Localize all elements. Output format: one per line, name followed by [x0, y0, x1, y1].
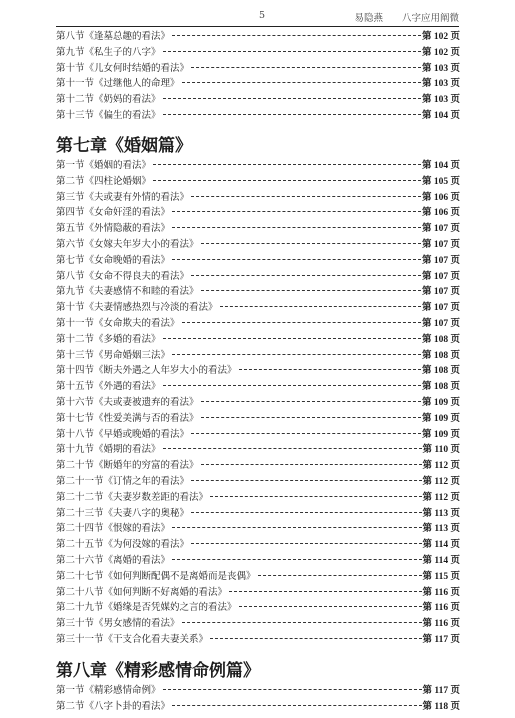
dot-leader [163, 338, 421, 339]
toc-entry-title: 第二节《八字卜卦的看法》 [56, 700, 171, 712]
toc-entry-title: 第十七节《性爱美满与否的看法》 [56, 412, 199, 424]
dot-leader [163, 98, 421, 99]
dot-leader [163, 385, 421, 386]
toc-entry-title: 第十三节《偏生的看法》 [56, 109, 161, 121]
toc-entry-title: 第二十五节《为何没嫁的看法》 [56, 539, 190, 551]
toc-entry-title: 第七节《女命晚婚的看法》 [56, 254, 171, 266]
dot-leader [172, 354, 421, 355]
dot-leader [210, 638, 422, 639]
chapter-title: 第八章《精彩感情命例篇》 [56, 661, 260, 681]
toc-entry-title: 第五节《外情隐蔽的看法》 [56, 223, 171, 235]
dot-leader [182, 622, 422, 623]
toc-entry[interactable] [56, 108, 460, 124]
toc-entry[interactable] [56, 269, 460, 285]
toc-entry-page: 第 108 页 [421, 350, 460, 361]
toc-entry-page: 第 114 页 [422, 555, 460, 566]
toc-entry[interactable] [56, 379, 460, 395]
toc-entry[interactable] [56, 585, 460, 601]
dot-leader [191, 480, 422, 481]
toc-entry-title: 第二十八节《如何判断不好离婚的看法》 [56, 586, 228, 598]
toc-entry-page: 第 118 页 [422, 701, 460, 712]
header-book-title: 八字应用阐微 [401, 13, 459, 24]
toc-entry[interactable] [56, 253, 460, 269]
toc-entry-page: 第 102 页 [421, 32, 460, 42]
dot-leader [163, 689, 422, 690]
toc-entry-page: 第 117 页 [422, 686, 460, 696]
toc-entry-page: 第 103 页 [421, 63, 460, 74]
toc-entry[interactable] [56, 474, 460, 490]
toc-entry-title: 第九节《夫妻感情不和睦的看法》 [56, 286, 199, 298]
dot-leader [201, 290, 421, 291]
dot-leader [191, 433, 421, 434]
toc-entry-title: 第二节《四柱论婚姻》 [56, 175, 152, 187]
toc-entry[interactable] [56, 699, 460, 715]
toc-entry-page: 第 106 页 [421, 208, 460, 219]
toc-entry[interactable] [56, 411, 460, 427]
toc-entry[interactable] [56, 316, 460, 332]
dot-leader [210, 496, 422, 497]
dot-leader [191, 543, 422, 544]
toc-entry-page: 第 107 页 [421, 224, 460, 235]
toc-entry-title: 第二十四节《恨嫁的看法》 [56, 523, 171, 535]
toc-entry-page: 第 102 页 [421, 47, 460, 58]
toc-entry-page: 第 112 页 [422, 476, 460, 487]
toc-entry[interactable] [56, 442, 460, 458]
toc-entry-page: 第 116 页 [422, 619, 460, 630]
toc-entry-page: 第 108 页 [421, 334, 460, 345]
dot-leader [172, 227, 421, 228]
toc-entry-page: 第 109 页 [421, 429, 460, 440]
toc-entry-page: 第 115 页 [422, 571, 460, 582]
header-rule [56, 26, 459, 27]
toc-entry[interactable] [56, 29, 460, 45]
toc-entry[interactable] [56, 553, 460, 569]
toc-entry-page: 第 109 页 [421, 397, 460, 408]
dot-leader [172, 259, 421, 260]
toc-entry-page: 第 116 页 [422, 587, 460, 598]
toc-entry[interactable] [56, 600, 460, 616]
toc-entry-title: 第十五节《外遇的看法》 [56, 381, 161, 393]
toc-entry-page: 第 103 页 [421, 79, 460, 90]
dot-leader [239, 369, 421, 370]
toc-entry-page: 第 104 页 [421, 161, 460, 171]
toc-entry-page: 第 108 页 [421, 366, 460, 377]
toc-entry-title: 第三十节《男女感情的看法》 [56, 618, 180, 630]
toc-entry-page: 第 107 页 [421, 239, 460, 250]
dot-leader [182, 82, 421, 83]
toc-entry-page: 第 109 页 [421, 413, 460, 424]
toc-entry-title: 第十九节《婚期的看法》 [56, 444, 161, 456]
toc-entry-title: 第六节《女嫁夫年岁大小的看法》 [56, 238, 199, 250]
toc-chapter-8 [56, 659, 460, 715]
dot-leader [172, 527, 422, 528]
toc-entry[interactable] [56, 632, 460, 648]
dot-leader [172, 35, 421, 36]
page-number: 5 [259, 10, 266, 21]
toc-entry-title: 第十三节《男命婚姻三法》 [56, 349, 171, 361]
toc-entry[interactable] [56, 569, 460, 585]
toc-entry[interactable] [56, 158, 460, 174]
dot-leader [153, 164, 421, 165]
toc-entry-page: 第 117 页 [422, 634, 460, 645]
toc-entry-title: 第十四节《断夫外遇之人年岁大小的看法》 [56, 365, 237, 377]
toc-entry[interactable] [56, 683, 460, 699]
toc-entry-title: 第十八节《早婚或晚婚的看法》 [56, 428, 190, 440]
toc-entry-page: 第 114 页 [422, 540, 460, 551]
toc-entry-page: 第 108 页 [421, 382, 460, 393]
toc-entry-page: 第 113 页 [422, 524, 460, 535]
dot-leader [201, 243, 421, 244]
toc-chapter-7 [56, 134, 460, 648]
toc-entry-page: 第 107 页 [421, 255, 460, 266]
toc-entry[interactable] [56, 332, 460, 348]
dot-leader [163, 448, 422, 449]
dot-leader [201, 417, 421, 418]
dot-leader [201, 464, 422, 465]
toc-entry-title: 第九节《私生子的八字》 [56, 46, 161, 58]
toc-entry-page: 第 103 页 [421, 95, 460, 106]
toc-entry-title: 第八节《逢墓总趣的看法》 [56, 31, 171, 42]
toc-entry-title: 第三节《夫或妻有外情的看法》 [56, 191, 190, 203]
toc-entry-page: 第 105 页 [421, 176, 460, 187]
toc-entry-title: 第二十六节《离婚的看法》 [56, 554, 171, 566]
toc-entry-title: 第二十节《断婚年的穷富的看法》 [56, 460, 199, 472]
toc-entry-page: 第 107 页 [421, 287, 460, 298]
toc-entry[interactable] [56, 427, 460, 443]
toc-entry-page: 第 106 页 [421, 192, 460, 203]
dot-leader [201, 401, 421, 402]
toc-entry-title: 第三十一节《干支合化看夫妻关系》 [56, 633, 209, 645]
toc-entry-page: 第 107 页 [421, 271, 460, 282]
dot-leader [258, 575, 422, 576]
toc-entry[interactable] [56, 537, 460, 553]
toc-continued-list [56, 29, 460, 124]
toc-entry-title: 第十一节《女命欺夫的看法》 [56, 317, 180, 329]
dot-leader [239, 606, 422, 607]
toc-entry-title: 第二十一节《订情之年的看法》 [56, 475, 190, 487]
toc-entry-page: 第 107 页 [421, 318, 460, 329]
chapter-7-entries [56, 158, 460, 648]
dot-leader [220, 306, 421, 307]
toc-entry[interactable] [56, 284, 460, 300]
toc-entry-title: 第二十三节《夫妻八字的奥秘》 [56, 507, 190, 519]
toc-entry-title: 第二十七节《如何判断配偶不是离婚而是丧偶》 [56, 570, 256, 582]
toc-entry[interactable] [56, 363, 460, 379]
toc-entry[interactable] [56, 92, 460, 108]
toc-entry[interactable] [56, 190, 460, 206]
dot-leader [191, 196, 421, 197]
toc-entry[interactable] [56, 237, 460, 253]
toc-entry-title: 第四节《女命奸淫的看法》 [56, 207, 171, 219]
toc-entry-title: 第十节《儿女何时结婚的看法》 [56, 62, 190, 74]
toc-entry-title: 第十六节《夫或妻被遗弃的看法》 [56, 396, 199, 408]
toc-entry-page: 第 104 页 [421, 110, 460, 121]
toc-entry[interactable] [56, 616, 460, 632]
toc-entry[interactable] [56, 221, 460, 237]
toc-entry-title: 第一节《婚姻的看法》 [56, 160, 152, 171]
toc-entry-page: 第 113 页 [422, 508, 460, 519]
toc-entry[interactable] [56, 205, 460, 221]
toc-entry[interactable] [56, 521, 460, 537]
dot-leader [229, 591, 422, 592]
toc-entry-title: 第二十九节《婚缘是否凭媒妁之言的看法》 [56, 602, 237, 614]
toc-entry[interactable] [56, 395, 460, 411]
dot-leader [191, 275, 421, 276]
dot-leader [172, 705, 422, 706]
toc-entry-page: 第 116 页 [422, 603, 460, 614]
toc-entry[interactable] [56, 506, 460, 522]
toc-entry-title: 第十二节《多婚的看法》 [56, 333, 161, 345]
toc-entry[interactable] [56, 174, 460, 190]
toc-entry-page: 第 112 页 [422, 461, 460, 472]
dot-leader [182, 322, 421, 323]
toc-entry-page: 第 112 页 [422, 492, 460, 503]
chapter-8-entries [56, 683, 460, 715]
toc-entry-page: 第 107 页 [421, 303, 460, 314]
toc-entry[interactable] [56, 458, 460, 474]
toc-entry-title: 第十一节《过继他人的命理》 [56, 78, 180, 90]
toc-entry-page: 第 110 页 [422, 445, 460, 456]
dot-leader [172, 559, 422, 560]
toc-entry-title: 第八节《女命不得良夫的看法》 [56, 270, 190, 282]
dot-leader [191, 67, 421, 68]
toc-entry-title: 第十二节《奶妈的看法》 [56, 94, 161, 106]
dot-leader [153, 180, 421, 181]
dot-leader [163, 114, 421, 115]
toc-entry-title: 第一节《精彩感情命例》 [56, 685, 161, 696]
toc-entry[interactable] [56, 76, 460, 92]
page-header [56, 10, 459, 26]
chapter-title: 第七章《婚姻篇》 [56, 136, 192, 156]
dot-leader [172, 211, 421, 212]
toc-entry-title: 第十节《夫妻情感热烈与冷淡的看法》 [56, 302, 218, 314]
toc-entry[interactable] [56, 61, 460, 77]
dot-leader [191, 512, 422, 513]
toc-entry[interactable] [56, 45, 460, 61]
dot-leader [163, 51, 421, 52]
toc-entry-title: 第二十二节《夫妻岁数差距的看法》 [56, 491, 209, 503]
toc-entry[interactable] [56, 300, 460, 316]
running-header [354, 10, 459, 24]
header-author: 易隐燕 [354, 13, 383, 24]
toc-entry[interactable] [56, 490, 460, 506]
toc-entry[interactable] [56, 348, 460, 364]
